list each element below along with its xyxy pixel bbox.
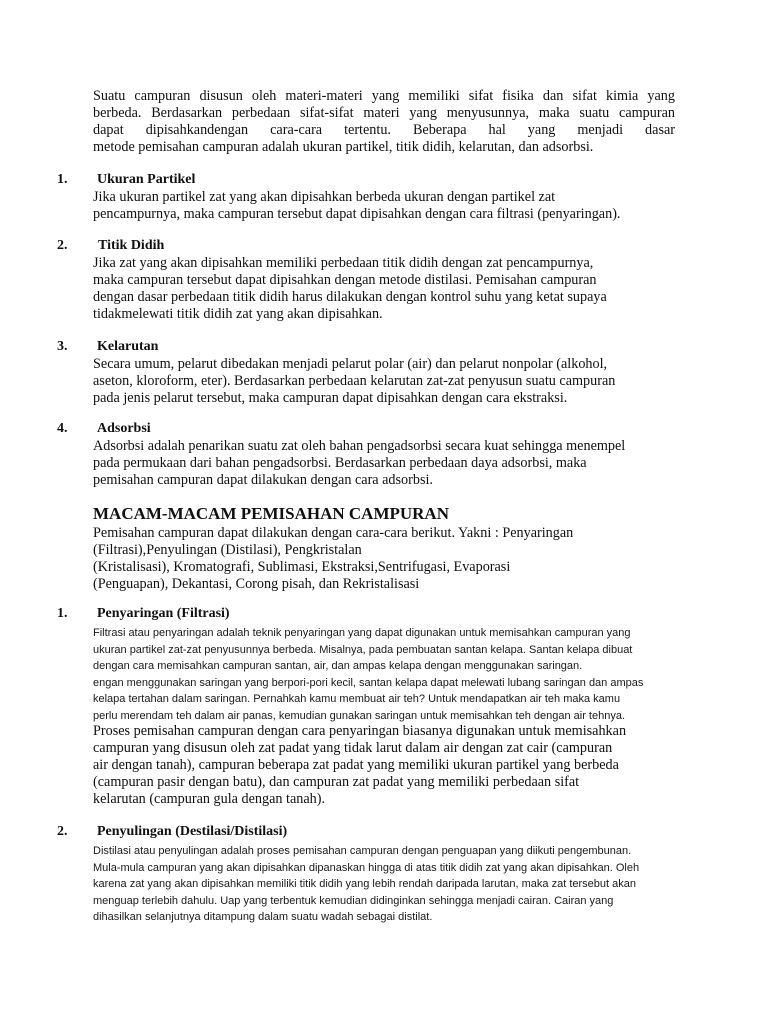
method-number: 1. — [57, 606, 68, 621]
text-line: kelapa tertahan dalam saringan. Pernahkah kamu membuat air teh? Untuk mendapatkan air teh maka kamu — [93, 693, 621, 705]
text-line: Distilasi atau penyulingan adalah proses pemisahan campuran dengan penguapan yang diikuti pengembunan. — [93, 845, 632, 857]
text-line: ukuran partikel zat-zat penyusunnya berbeda. Misalnya, pada pembuatan santan kelapa. Santan kelapa dibuat — [93, 643, 633, 656]
text-line: Proses pemisahan campuran dengan cara penyaringan biasanya digunakan untuk memisahkan — [93, 723, 627, 739]
text-line: kelarutan (campuran gula dengan tanah). — [93, 791, 326, 807]
text-line: (campuran pasir dengan batu), dan campuran zat padat yang memiliki perbedaan sifat — [93, 774, 580, 790]
text-line: aseton, kloroform, eter). Berdasarkan perbedaan kelarutan zat-zat penyusun suatu campuran — [93, 373, 616, 389]
text-line: pemisahan campuran dapat dilakukan dengan cara adsorbsi. — [93, 472, 433, 488]
text-line: Mula-mula campuran yang akan dipisahkan dipanaskan hingga di atas titik didih zat yang akan dipisahkan. Oleh — [93, 861, 640, 874]
section-body — [93, 438, 693, 489]
section-heading: Kelarutan — [97, 339, 159, 354]
text-line: menguap terlebih dahulu. Uap yang terbentuk kemudian didinginkan sehingga menjadi cairan. Cairan yang — [93, 894, 614, 907]
section-body — [93, 356, 693, 407]
text-line: perlu merendam teh dalam air panas, kemudian gunakan saringan untuk memisahkan teh dengan air tehnya. — [93, 709, 625, 722]
text-line: Jika zat yang akan dipisahkan memiliki perbedaan titik didih dengan zat pencampurnya, — [93, 255, 594, 271]
text-line: Adsorbsi adalah penarikan suatu zat oleh bahan pengadsorbsi secara kuat sehingga menempel — [93, 438, 626, 454]
method-body — [93, 625, 713, 724]
text-line: Jika ukuran partikel zat yang akan dipisahkan berbeda ukuran dengan partikel zat — [93, 189, 556, 205]
section-number: 4. — [57, 421, 68, 436]
macam-title: MACAM-MACAM PEMISAHAN CAMPURAN — [93, 504, 449, 523]
method-body — [93, 843, 713, 926]
text-line: (Penguapan), Dekantasi, Corong pisah, dan Rekristalisasi — [93, 576, 420, 592]
section-number: 2. — [57, 238, 68, 253]
text-line: dengan cara memisahkan campuran santan, air, dan ampas kelapa dengan menggunakan saringan. — [93, 660, 583, 672]
text-line: air dengan tanah), campuran beberapa zat padat yang memiliki ukuran partikel yang berbeda — [93, 757, 619, 773]
section-body — [93, 189, 693, 223]
text-line: (Kristalisasi), Kromatografi, Sublimasi, Ekstraksi,Sentrifugasi, Evaporasi — [93, 559, 511, 575]
section-heading: Ukuran Partikel — [97, 172, 196, 187]
macam-body — [93, 525, 693, 593]
text-line: tidakmelewati titik didih zat yang akan dipisahkan. — [93, 306, 383, 322]
text-line: berbeda. Berdasarkan perbedaan sifat-sifat materi yang menyusunnya, maka suatu campuran — [93, 105, 675, 121]
text-line: Suatu campuran disusun oleh materi-materi yang memiliki sifat fisika dan sifat kimia yang — [93, 88, 675, 104]
method-body-serif — [93, 723, 713, 808]
section-body — [93, 255, 693, 323]
method-heading: Penyulingan (Destilasi/Distilasi) — [97, 824, 288, 839]
text-line: dapat dipisahkandengan cara-cara tertentu. Beberapa hal yang menjadi dasar — [93, 122, 675, 138]
section-heading: Titik Didih — [98, 238, 165, 253]
text-line: Secara umum, pelarut dibedakan menjadi pelarut polar (air) dan pelarut nonpolar (alkohol, — [93, 356, 608, 372]
text-line: pencampurnya, maka campuran tersebut dapat dipisahkan dengan cara filtrasi (penyaringan). — [93, 206, 621, 222]
method-heading: Penyaringan (Filtrasi) — [97, 606, 230, 621]
text-line: dengan dasar perbedaan titik didih harus dilakukan dengan kontrol suhu yang ketat supaya — [93, 289, 607, 305]
intro-paragraph — [93, 88, 675, 156]
text-line: (Filtrasi),Penyulingan (Distilasi), Pengkristalan — [93, 542, 362, 558]
section-number: 1. — [57, 172, 68, 187]
method-number: 2. — [57, 824, 68, 839]
text-line: metode pemisahan campuran adalah ukuran partikel, titik didih, kelarutan, dan adsorbsi. — [93, 139, 594, 155]
text-line: pada permukaan dari bahan pengadsorbsi. Berdasarkan perbedaan daya adsorbsi, maka — [93, 455, 587, 471]
section-number: 3. — [57, 339, 68, 354]
text-line: pada jenis pelarut tersebut, maka campuran dapat dipisahkan dengan cara ekstraksi. — [93, 390, 568, 406]
text-line: engan menggunakan saringan yang berpori-pori kecil, santan kelapa dapat melewati lubang saringan dan ampas — [93, 676, 644, 689]
text-line: Filtrasi atau penyaringan adalah teknik penyaringan yang dapat digunakan untuk memisahkan campuran yang — [93, 627, 631, 639]
text-line: dihasilkan selanjutnya ditampung dalam suatu wadah sebagai distilat. — [93, 911, 433, 923]
text-line: campuran yang disusun oleh zat padat yang tidak larut dalam air dengan zat cair (campuran — [93, 740, 613, 756]
text-line: Pemisahan campuran dapat dilakukan dengan cara-cara berikut. Yakni : Penyaringan — [93, 525, 574, 541]
text-line: maka campuran tersebut dapat dipisahkan dengan metode distilasi. Pemisahan campuran — [93, 272, 597, 288]
section-heading: Adsorbsi — [97, 421, 151, 436]
text-line: karena zat yang akan dipisahkan memiliki titik didih yang lebih rendah daripada larutan, maka zat tersebut akan — [93, 878, 636, 890]
